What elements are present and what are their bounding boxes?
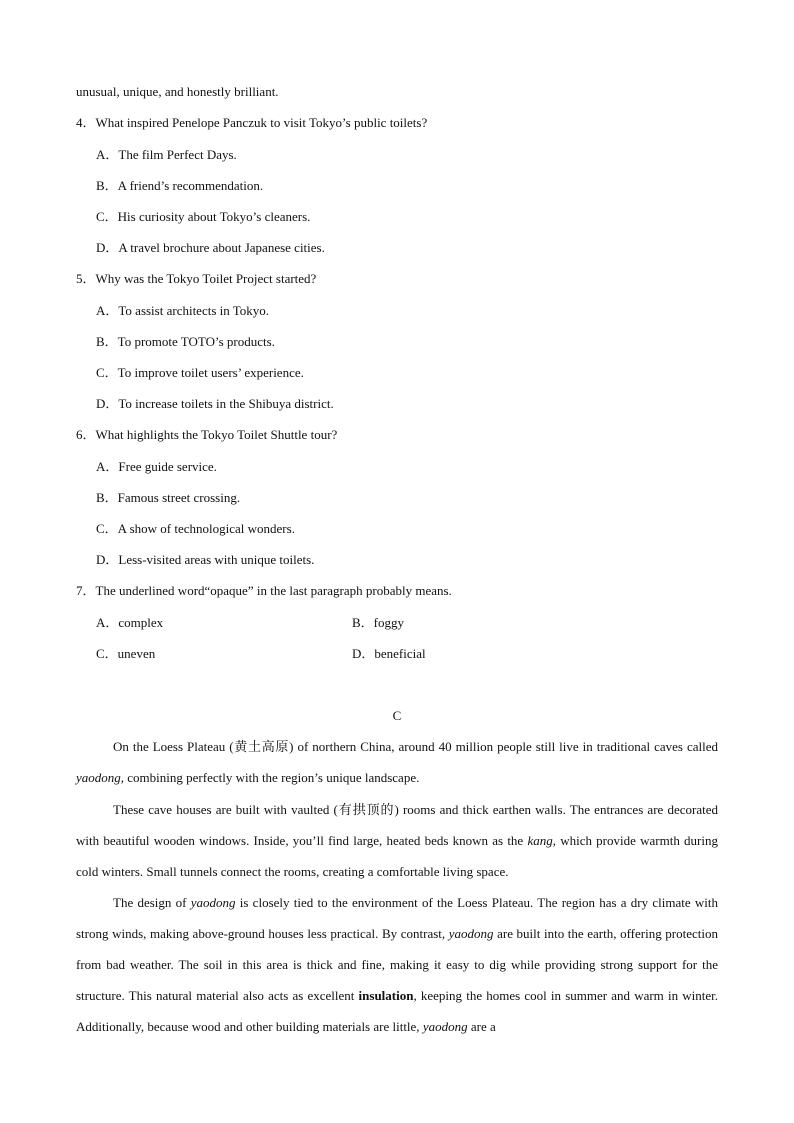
question-7-option-b: B．foggy	[352, 615, 405, 630]
question-7-option-a: A．complex	[96, 615, 164, 630]
question-6-option-a: A．Free guide service.	[96, 459, 217, 474]
question-4-option-c: C．His curiosity about Tokyo’s cleaners.	[96, 209, 311, 224]
question-6-stem: 6．What highlights the Tokyo Toilet Shuttle tour?	[76, 427, 338, 442]
question-7-option-d: D．beneficial	[352, 646, 426, 661]
passage-paragraph-2: These cave houses are built with vaulted (有拱顶的) rooms and thick earthen walls. The entrances are decorated with beautiful wooden windows. Inside, you’ll find large, heated beds known as the kang, which provide warmth during cold winters. Small tunnels connect the rooms, creating a comfortable living space.	[76, 802, 718, 879]
question-7-option-c: C．uneven	[96, 646, 156, 661]
question-6-option-c: C．A show of technological wonders.	[96, 521, 295, 536]
question-6-option-d: D．Less-visited areas with unique toilets.	[96, 552, 315, 567]
question-6-option-b: B．Famous street crossing.	[96, 490, 241, 505]
question-4-option-d: D．A travel brochure about Japanese cities.	[96, 240, 325, 255]
question-5-option-c: C．To improve toilet users’ experience.	[96, 365, 304, 380]
section-heading: C	[392, 708, 402, 723]
passage-paragraph-1: On the Loess Plateau (黄土高原) of northern China, around 40 million people still live in traditional caves called yaodong, combining perfectly with the region’s unique landscape.	[76, 739, 718, 785]
question-5-option-d: D．To increase toilets in the Shibuya district.	[96, 396, 334, 411]
continuation-text: unusual, unique, and honestly brilliant.	[76, 84, 279, 99]
question-7-stem: 7．The underlined word“opaque” in the last paragraph probably means.	[76, 583, 452, 598]
passage-paragraph-3: The design of yaodong is closely tied to the environment of the Loess Plateau. The region has a dry climate with strong winds, making above-ground houses less practical. By contrast, yaodong are built into the earth, offering protection from bad weather. The soil in this area is thick and fine, making it easy to dig while providing strong support for the structure. This natural material also acts as excellent insulation, keeping the homes cool in summer and warm in winter. Additionally, because wood and other building materials are little, yaodong are a	[76, 895, 718, 1034]
question-4-option-a: A．The film Perfect Days.	[96, 147, 237, 162]
question-5-stem: 5．Why was the Tokyo Toilet Project started?	[76, 271, 317, 286]
question-5-option-b: B．To promote TOTO’s products.	[96, 334, 275, 349]
question-5-option-a: A．To assist architects in Tokyo.	[96, 303, 270, 318]
question-4-option-b: B．A friend’s recommendation.	[96, 178, 264, 193]
question-4-stem: 4．What inspired Penelope Panczuk to visit Tokyo’s public toilets?	[76, 115, 428, 130]
